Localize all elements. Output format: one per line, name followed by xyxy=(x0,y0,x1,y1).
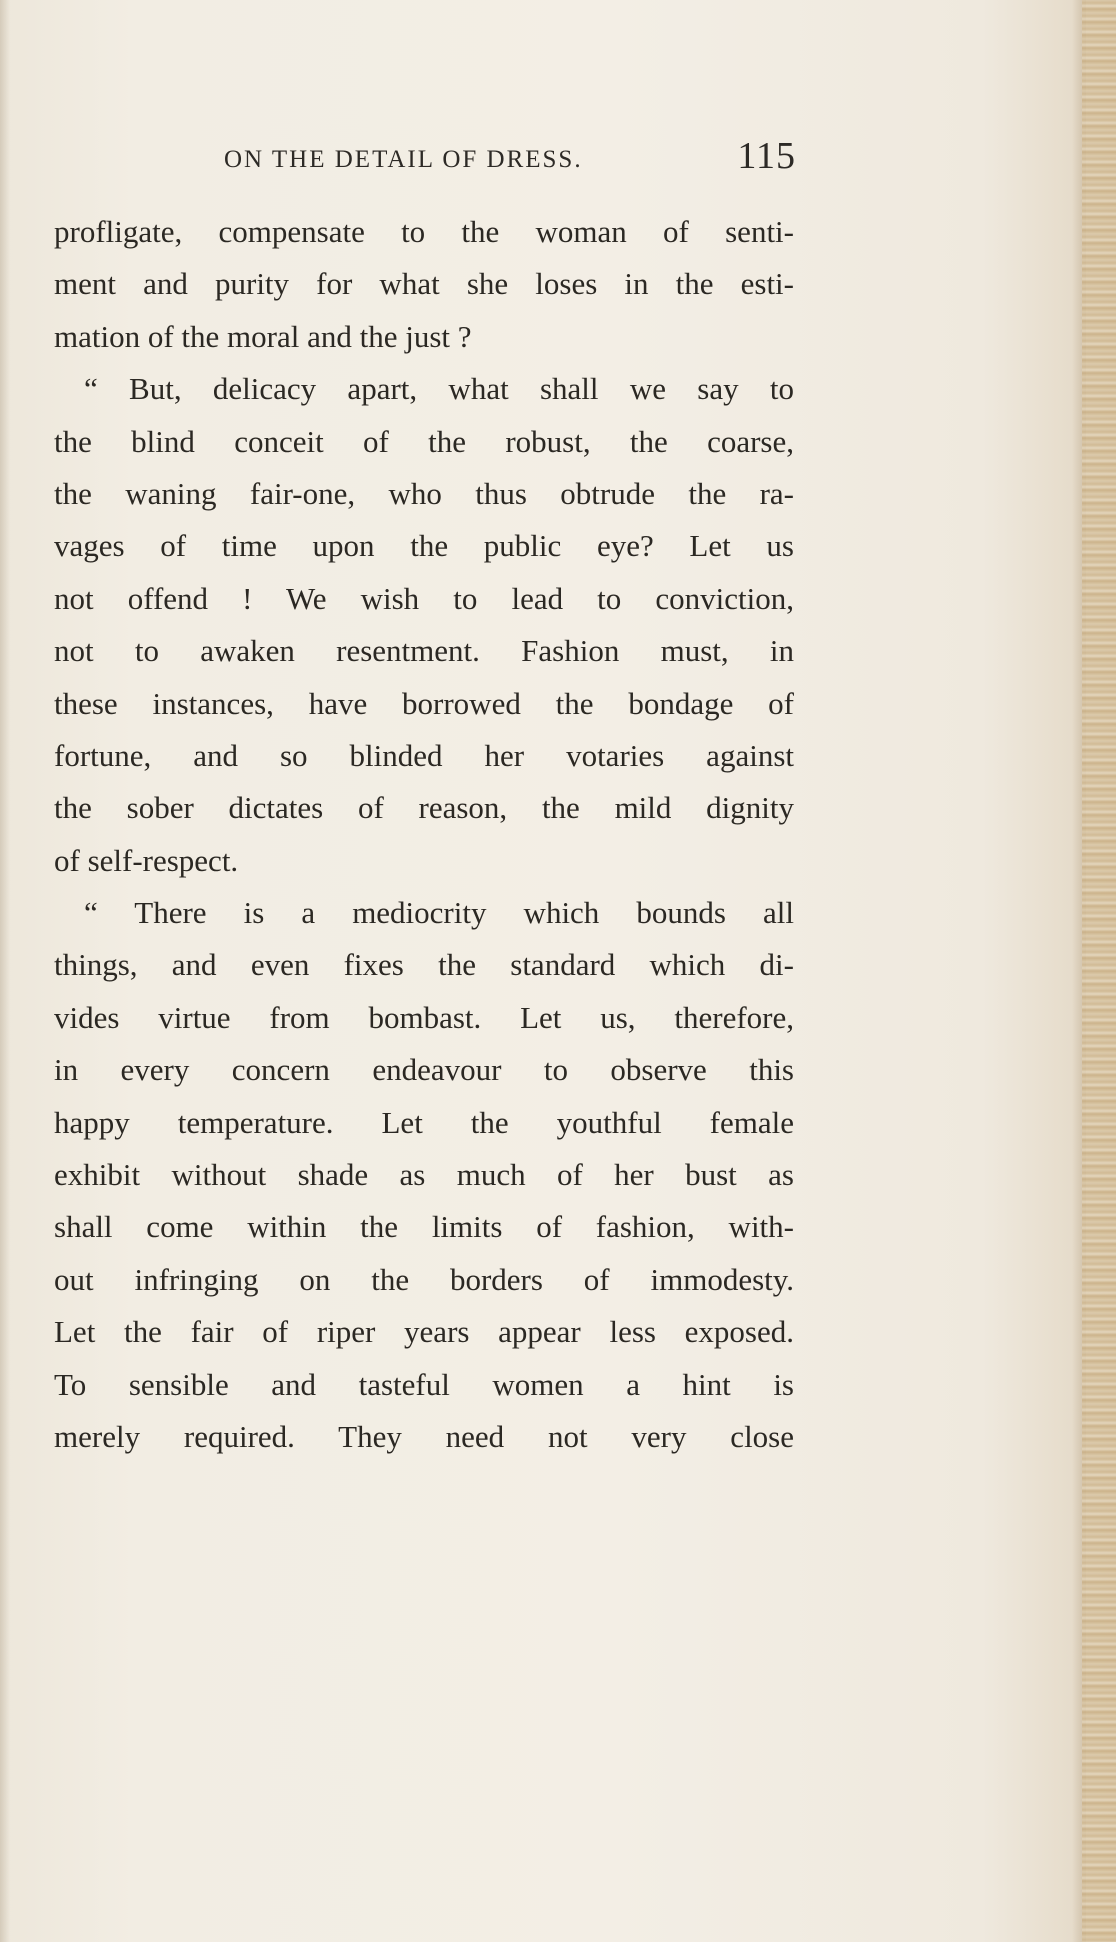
text-line: of self-respect. xyxy=(54,842,239,878)
text-line: ment and purity for what she loses in the esti- xyxy=(54,266,794,302)
text-line: exhibit without shade as much of her bust as xyxy=(54,1157,794,1193)
page-edge xyxy=(1082,0,1116,1942)
page-number: 115 xyxy=(737,135,796,177)
text-line: profligate, compensate to the woman of senti- xyxy=(54,214,794,249)
text-line: happy temperature. Let the youthful female xyxy=(54,1104,794,1140)
text-line: shall come within the limits of fashion, with- xyxy=(54,1209,794,1245)
text-line: vides virtue from bombast. Let us, therefore, xyxy=(54,999,794,1035)
text-line: things, and even fixes the standard which di- xyxy=(54,947,794,983)
text-line: the sober dictates of reason, the mild dignity xyxy=(54,790,794,826)
text-line: “ There is a mediocrity which bounds all xyxy=(84,895,794,931)
text-line: out infringing on the borders of immodesty. xyxy=(54,1261,794,1297)
text-line: fortune, and so blinded her votaries against xyxy=(54,737,794,773)
running-head xyxy=(224,135,796,180)
text-line: To sensible and tasteful women a hint is xyxy=(54,1366,794,1402)
running-title: ON THE DETAIL OF DRESS. xyxy=(224,146,583,173)
text-line: these instances, have borrowed the bondage of xyxy=(54,685,794,721)
text-line: “ But, delicacy apart, what shall we say to xyxy=(84,371,794,407)
text-line: vages of time upon the public eye? Let us xyxy=(54,528,794,564)
text-line: the waning fair-one, who thus obtrude the ra- xyxy=(54,475,794,511)
gutter-shadow xyxy=(0,0,10,1942)
text-line: mation of the moral and the just ? xyxy=(54,318,472,354)
text-line: merely required. They need not very close xyxy=(54,1418,794,1454)
text-line: Let the fair of riper years appear less exposed. xyxy=(54,1314,794,1350)
text-line: not offend ! We wish to lead to conviction, xyxy=(54,580,794,616)
text-line: not to awaken resentment. Fashion must, in xyxy=(54,633,794,669)
body-text xyxy=(54,206,794,1463)
text-line: in every concern endeavour to observe this xyxy=(54,1052,794,1088)
text-line: the blind conceit of the robust, the coarse, xyxy=(54,423,794,459)
